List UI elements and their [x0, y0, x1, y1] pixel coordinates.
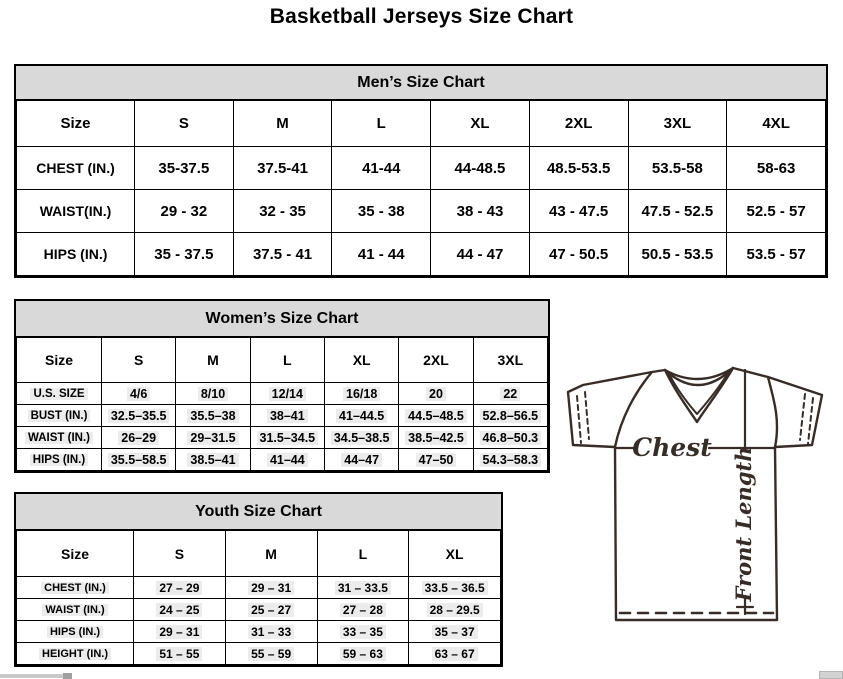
womens-value-cell-text: 31.5–34.5: [257, 431, 319, 445]
youth-value-cell-text: 31 – 33: [248, 625, 294, 639]
youth-column-header: S: [134, 531, 226, 577]
mens-column-header: Size: [17, 101, 135, 147]
womens-value-cell-text: 26–29: [118, 431, 159, 445]
womens-size-chart: [14, 299, 550, 473]
womens-value-cell-text: 46.8–50.3: [480, 431, 542, 445]
mens-column-header: L: [332, 101, 431, 147]
mens-column-header: 4XL: [727, 101, 826, 147]
womens-row: [17, 383, 548, 405]
youth-value-cell: [409, 599, 501, 621]
womens-value-cell-text: 38.5–41: [187, 453, 238, 467]
womens-value-cell-text: 44.5–48.5: [405, 409, 467, 423]
womens-value-cell-text: 41–44: [267, 453, 308, 467]
womens-value-cell-text: 38–41: [267, 409, 308, 423]
womens-value-cell-text: 16/18: [343, 387, 380, 401]
mens-value-cell: 52.5 - 57: [727, 190, 826, 233]
jersey-right-cuff-stitch: [800, 394, 805, 440]
mens-value-cell: 53.5-58: [628, 147, 727, 190]
womens-value-cell: [324, 449, 398, 471]
mens-row-label: CHEST (IN.): [17, 147, 135, 190]
womens-value-cell: [473, 427, 547, 449]
womens-row-label-text: WAIST (IN.): [25, 432, 93, 444]
womens-value-cell-text: 8/10: [198, 387, 228, 401]
womens-value-cell: [473, 383, 547, 405]
youth-value-cell: [134, 643, 226, 665]
womens-value-cell-text: 54.3–58.3: [480, 453, 542, 467]
youth-value-cell: [134, 621, 226, 643]
youth-value-cell-text: 59 – 63: [340, 647, 386, 661]
youth-value-cell-text: 35 – 37: [432, 625, 478, 639]
mens-row: [17, 147, 826, 190]
mens-value-cell: 53.5 - 57: [727, 233, 826, 276]
womens-column-header: L: [250, 338, 324, 383]
jersey-left-cuff-stitch: [577, 396, 581, 443]
youth-value-cell-text: 51 – 55: [156, 647, 202, 661]
mens-value-cell: 47.5 - 52.5: [628, 190, 727, 233]
youth-row-label-text: HIPS (IN.): [47, 626, 103, 638]
mens-row-label: WAIST(IN.): [17, 190, 135, 233]
mens-row-label: HIPS (IN.): [17, 233, 135, 276]
womens-value-cell: [102, 449, 176, 471]
youth-value-cell: [409, 621, 501, 643]
womens-column-header: Size: [17, 338, 102, 383]
mens-value-cell: 35 - 38: [332, 190, 431, 233]
womens-column-header: 2XL: [399, 338, 473, 383]
womens-value-cell: [399, 449, 473, 471]
youth-value-cell: [409, 643, 501, 665]
womens-value-cell-text: 32.5–35.5: [108, 409, 170, 423]
mens-value-cell: 47 - 50.5: [529, 233, 628, 276]
womens-column-header: S: [102, 338, 176, 383]
youth-value-cell-text: 25 – 27: [248, 603, 294, 617]
womens-row-label-text: U.S. SIZE: [30, 388, 87, 400]
youth-value-cell: [225, 643, 317, 665]
youth-value-cell: [225, 577, 317, 599]
youth-value-cell-text: 63 – 67: [432, 647, 478, 661]
youth-row-label-text: HEIGHT (IN.): [39, 648, 111, 660]
horizontal-scrollbar-thumb[interactable]: [63, 673, 72, 679]
jersey-right-cuff-stitch: [808, 398, 813, 444]
womens-row-label: [17, 427, 102, 449]
womens-row-label-text: HIPS (IN.): [30, 454, 88, 466]
womens-value-cell: [324, 427, 398, 449]
youth-value-cell: [317, 577, 409, 599]
womens-value-cell: [250, 427, 324, 449]
womens-value-cell: [176, 383, 250, 405]
womens-value-cell: [176, 405, 250, 427]
mens-value-cell: 35 - 37.5: [135, 233, 234, 276]
mens-column-header: M: [233, 101, 332, 147]
youth-chart-title: Youth Size Chart: [16, 494, 501, 530]
mens-value-cell: 43 - 47.5: [529, 190, 628, 233]
mens-table: [16, 100, 826, 276]
mens-row: [17, 190, 826, 233]
scrollbar-corner[interactable]: [819, 671, 843, 679]
youth-value-cell-text: 27 – 28: [340, 603, 386, 617]
youth-value-cell-text: 24 – 25: [156, 603, 202, 617]
womens-value-cell: [102, 427, 176, 449]
youth-column-header: XL: [409, 531, 501, 577]
youth-header-row: [17, 531, 501, 577]
mens-value-cell: 35-37.5: [135, 147, 234, 190]
youth-value-cell: [134, 599, 226, 621]
womens-header-row: [17, 338, 548, 383]
womens-value-cell: [176, 449, 250, 471]
mens-value-cell: 37.5-41: [233, 147, 332, 190]
womens-row: [17, 427, 548, 449]
womens-value-cell: [102, 383, 176, 405]
youth-row: [17, 621, 501, 643]
womens-column-header: 3XL: [473, 338, 547, 383]
womens-value-cell-text: 41–44.5: [336, 409, 387, 423]
womens-value-cell-text: 47–50: [416, 453, 457, 467]
mens-value-cell: 37.5 - 41: [233, 233, 332, 276]
mens-value-cell: 41 - 44: [332, 233, 431, 276]
youth-table: [16, 530, 501, 665]
youth-row: [17, 599, 501, 621]
womens-column-header: XL: [324, 338, 398, 383]
womens-value-cell: [399, 427, 473, 449]
womens-row-label: [17, 405, 102, 427]
youth-size-chart: [14, 492, 503, 667]
youth-value-cell: [409, 577, 501, 599]
jersey-left-cuff-stitch: [585, 392, 589, 439]
youth-value-cell: [225, 599, 317, 621]
mens-value-cell: 44-48.5: [431, 147, 530, 190]
youth-value-cell-text: 55 – 59: [248, 647, 294, 661]
mens-column-header: XL: [431, 101, 530, 147]
womens-value-cell-text: 38.5–42.5: [405, 431, 467, 445]
womens-value-cell-text: 22: [500, 387, 520, 401]
youth-row-label: [17, 643, 134, 665]
mens-value-cell: 50.5 - 53.5: [628, 233, 727, 276]
womens-value-cell: [176, 427, 250, 449]
mens-value-cell: 29 - 32: [135, 190, 234, 233]
youth-value-cell: [317, 599, 409, 621]
womens-value-cell-text: 34.5–38.5: [331, 431, 393, 445]
womens-row: [17, 405, 548, 427]
womens-row: [17, 449, 548, 471]
youth-value-cell-text: 29 – 31: [248, 581, 294, 595]
youth-column-header: L: [317, 531, 409, 577]
womens-value-cell: [473, 405, 547, 427]
womens-value-cell: [102, 405, 176, 427]
youth-column-header: M: [225, 531, 317, 577]
front-length-label: Front Length: [731, 446, 756, 602]
youth-value-cell: [317, 643, 409, 665]
mens-column-header: 3XL: [628, 101, 727, 147]
womens-value-cell: [250, 405, 324, 427]
womens-value-cell: [399, 405, 473, 427]
womens-row-label: [17, 449, 102, 471]
womens-value-cell: [324, 405, 398, 427]
mens-value-cell: 32 - 35: [233, 190, 332, 233]
chest-label: Chest: [632, 433, 712, 462]
womens-value-cell: [324, 383, 398, 405]
mens-header-row: [17, 101, 826, 147]
youth-value-cell-text: 33 – 35: [340, 625, 386, 639]
womens-value-cell-text: 12/14: [269, 387, 306, 401]
womens-value-cell: [250, 383, 324, 405]
mens-value-cell: 41-44: [332, 147, 431, 190]
youth-row: [17, 577, 501, 599]
youth-row-label-text: CHEST (IN.): [41, 582, 109, 594]
mens-chart-title: Men’s Size Chart: [16, 66, 826, 100]
womens-row-label: [17, 383, 102, 405]
mens-value-cell: 44 - 47: [431, 233, 530, 276]
youth-row-label: [17, 621, 134, 643]
womens-value-cell-text: 29–31.5: [187, 431, 238, 445]
womens-value-cell: [399, 383, 473, 405]
youth-row-label: [17, 599, 134, 621]
womens-value-cell-text: 52.8–56.5: [480, 409, 542, 423]
youth-value-cell-text: 27 – 29: [156, 581, 202, 595]
youth-column-header: Size: [17, 531, 134, 577]
mens-value-cell: 48.5-53.5: [529, 147, 628, 190]
mens-column-header: 2XL: [529, 101, 628, 147]
jersey-diagram: [558, 356, 830, 628]
womens-value-cell-text: 4/6: [127, 387, 150, 401]
womens-column-header: M: [176, 338, 250, 383]
womens-row-label-text: BUST (IN.): [28, 410, 91, 422]
mens-value-cell: 38 - 43: [431, 190, 530, 233]
youth-value-cell-text: 31 – 33.5: [335, 581, 391, 595]
youth-value-cell-text: 29 – 31: [156, 625, 202, 639]
womens-table: [16, 337, 548, 471]
womens-value-cell-text: 35.5–58.5: [108, 453, 170, 467]
page-title: Basketball Jerseys Size Chart: [269, 5, 574, 28]
womens-value-cell-text: 20: [426, 387, 446, 401]
womens-value-cell-text: 44–47: [341, 453, 382, 467]
womens-chart-title: Women’s Size Chart: [16, 301, 548, 337]
youth-value-cell: [225, 621, 317, 643]
mens-column-header: S: [135, 101, 234, 147]
youth-row-label-text: WAIST (IN.): [42, 604, 107, 616]
youth-value-cell-text: 28 – 29.5: [427, 603, 483, 617]
mens-value-cell: 58-63: [727, 147, 826, 190]
youth-value-cell-text: 33.5 – 36.5: [422, 581, 488, 595]
youth-value-cell: [317, 621, 409, 643]
mens-size-chart: [14, 64, 828, 278]
mens-row: [17, 233, 826, 276]
youth-value-cell: [134, 577, 226, 599]
youth-row-label: [17, 577, 134, 599]
womens-value-cell: [473, 449, 547, 471]
womens-value-cell: [250, 449, 324, 471]
womens-value-cell-text: 35.5–38: [187, 409, 238, 423]
youth-row: [17, 643, 501, 665]
horizontal-scrollbar-track[interactable]: [0, 674, 71, 678]
